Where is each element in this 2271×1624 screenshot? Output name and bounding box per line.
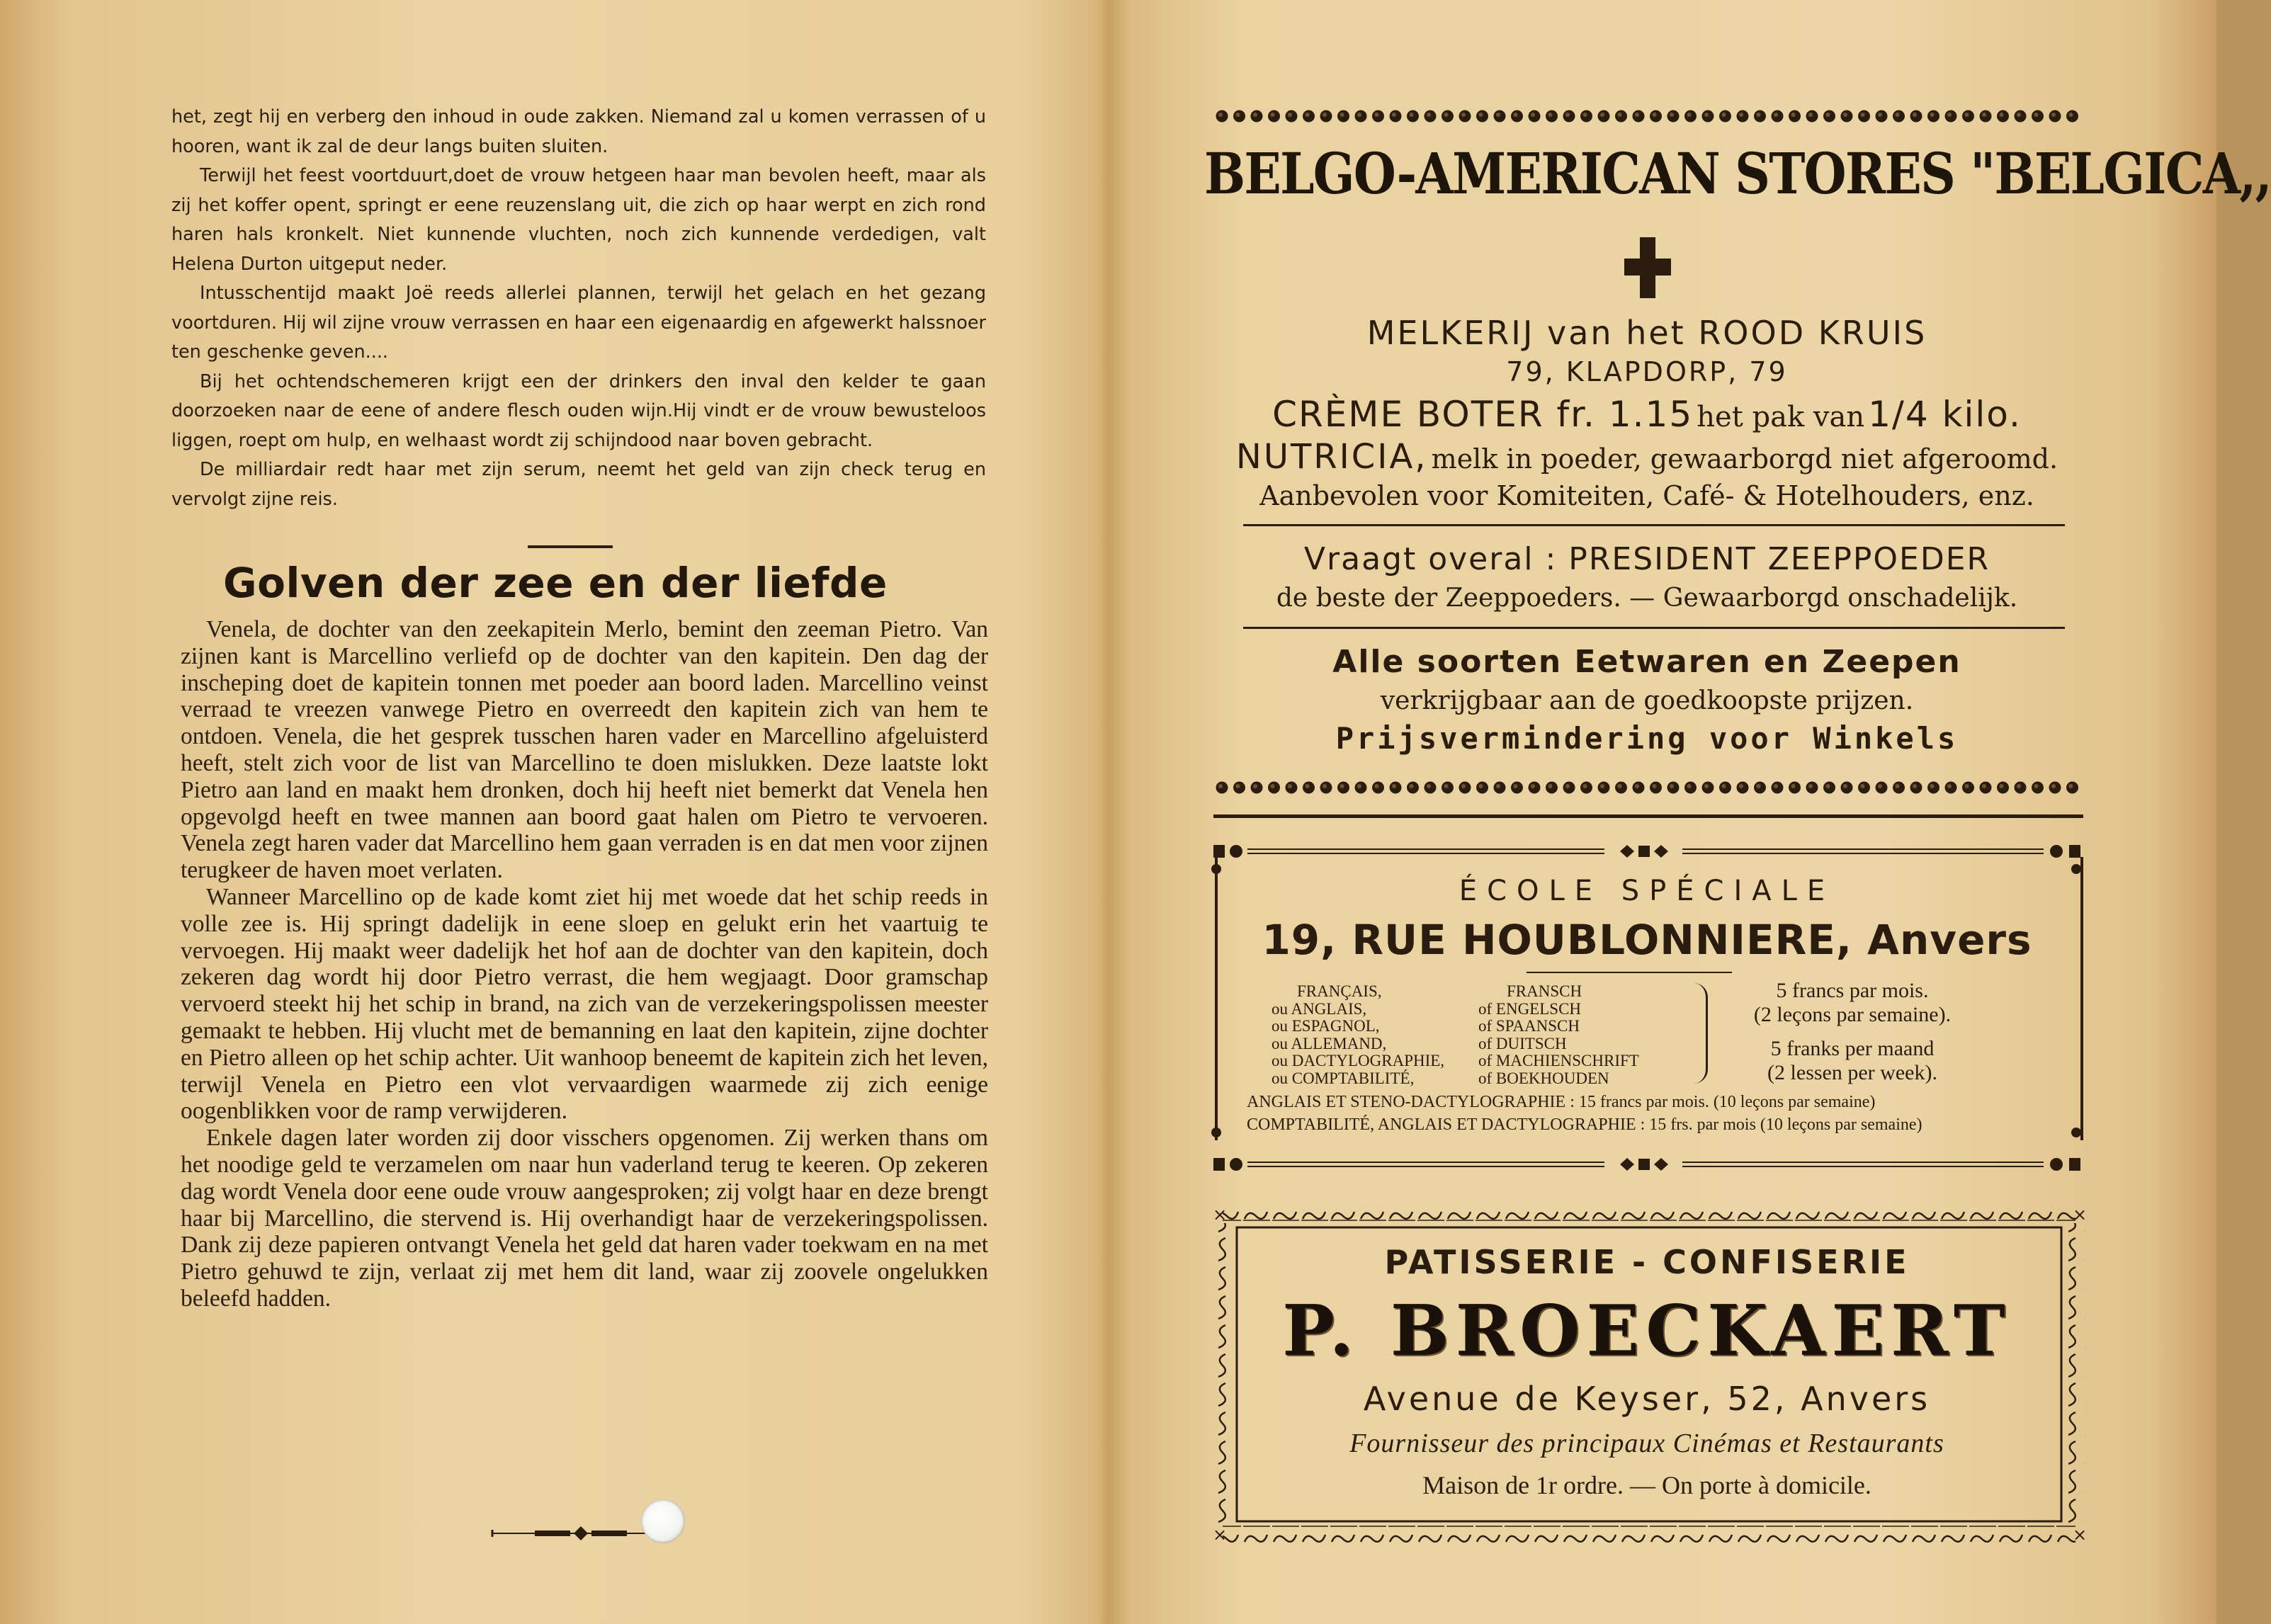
list-item: ou ANGLAIS, bbox=[1272, 999, 1367, 1018]
svg-text:×: × bbox=[2073, 1205, 2088, 1225]
list-item: ou ALLEMAND, bbox=[1272, 1034, 1387, 1052]
punch-hole bbox=[641, 1499, 685, 1543]
corner-dot-icon bbox=[2071, 1128, 2081, 1137]
dotted-border-top-icon bbox=[1213, 108, 2083, 125]
svg-text:×: × bbox=[1213, 1525, 1228, 1545]
list-item: of ENGELSCH bbox=[1478, 999, 1582, 1018]
paragraph: Intusschentijd maakt Joë reeds allerlei plannen, terwijl het gelach en het gezang voortduren. Hij wil zijne vrouw verrassen en haar een eigenaardig en afgewerkt halssnoer ten geschenke geven.... bbox=[171, 283, 986, 363]
corner-dot-icon bbox=[1211, 1128, 1221, 1137]
paragraph: Venela, de dochter van den zeekapitein Merlo, bemint den zeeman Pietro. Van zijnen kant is Marcellino verliefd op de dochter van den kapitein. Den dag der inscheping doet de kapitein tonnen met poeder aan boord laden. Marcellino veinst verraad te vreezen vanwege Pietro en overreedt den kapitein zich van hem te ontdoen. Venela, die het gesprek tusschen haren vader en Marcellino afgeluisterd heeft, stelt zich voor de list van Marcellino te doen mislukken. Deze laatste lokt Pietro aan land en maakt hem dronken, doch hij heeft niet bemerkt dat Venela hen opgevolgd heeft en twee mannen aan boord gaat halen om Pietro te vervoeren. Venela zegt haren vader dat Marcellino hem gaan verraden is en dat men voor zijnen terugkeer de haven moet verlaten. bbox=[181, 616, 988, 884]
paragraph: De milliardair redt haar met zijn serum, neemt het geld van zijn check terug en vervolgt zijne reis. bbox=[171, 459, 986, 510]
butter-price: CRÈME BOTER fr. 1.15 bbox=[1272, 394, 1694, 435]
prijzen-line: verkrijgbaar aan de goedkoopste prijzen. bbox=[1380, 686, 1914, 715]
divider bbox=[1243, 524, 2065, 526]
section-divider bbox=[528, 545, 613, 548]
dotted-border-bottom-icon bbox=[1213, 779, 2083, 796]
extra-offer: COMPTABILITÉ, ANGLAIS ET DACTYLOGRAPHIE : 15 frs. par mois (10 leçons par semaine) bbox=[1247, 1115, 1922, 1134]
list-item: ou ESPAGNOL, bbox=[1272, 1017, 1380, 1035]
ecole-bottom-border-icon bbox=[1208, 1151, 2086, 1182]
ecole-top-border-icon bbox=[1208, 838, 2086, 869]
paragraph: Terwijl het feest voortduurt,doet de vrouw hetgeen haar man bevolen heeft, maar als zij het koffer opent, springt er eene reuzenslang uit, die zich op haar werpt en zich rond haren hals kronkelt. Niet kunnende vluchten, noch zich kunnende verdedigen, valt Helena Durton uitgeput neder. bbox=[171, 165, 986, 275]
patisserie-supplier: Fournisseur des principaux Cinémas et Restaurants bbox=[1349, 1429, 1944, 1458]
ecole-title: ÉCOLE SPÉCIALE bbox=[1459, 875, 1835, 907]
list-item: of SPAANSCH bbox=[1478, 1017, 1580, 1035]
eetwaren-line: Alle soorten Eetwaren en Zeepen bbox=[1332, 644, 1961, 680]
price-dutch-amount: 5 franks per maand bbox=[1770, 1037, 1935, 1060]
price-dutch-lessons: (2 lessen per week). bbox=[1767, 1061, 1937, 1084]
list-item: ou COMPTABILITÉ, bbox=[1272, 1069, 1415, 1087]
ecole-address: 19, RUE HOUBLONNIERE, Anvers bbox=[1262, 916, 2032, 964]
divider bbox=[1213, 814, 2083, 818]
brace-icon bbox=[1692, 983, 1708, 1084]
president-line: Vraagt overal : PRESIDENT ZEEPPOEDER bbox=[1303, 541, 1990, 577]
paragraph: Enkele dagen later worden zij door visschers opgenomen. Zij werken thans om het noodige geld te verzamelen om naar hun vaderland terug te keeren. Op zekeren dag wordt Venela door eene oude vrouw aangesproken; zij volgt haar en deze brengt haar bij Marcellino, die stervend is. Hij overhandigt haar de verzekeringspolissen. Dank zij deze papieren ontvangt Venela het geld dat haren vader toekwam en na met Pietro gehuwd te zijn, verlaat zij met hem dit land, waar zij zoovele ongelukken beleefd hadden. bbox=[181, 1125, 988, 1312]
list-item: of MACHIENSCHRIFT bbox=[1478, 1052, 1639, 1069]
divider bbox=[1527, 972, 1732, 973]
svg-text:×: × bbox=[1213, 1205, 1228, 1225]
paragraph: het, zegt hij en verberg den inhoud in oude zakken. Niemand zal u komen verrassen of u hooren, want ik zal de deur langs buiten sluiten. bbox=[171, 106, 986, 157]
patisserie-house: Maison de 1r ordre. — On porte à domicile. bbox=[1422, 1471, 1871, 1499]
list-item: FRANSCH bbox=[1507, 982, 1582, 1000]
patisserie-address: Avenue de Keyser, 52, Anvers bbox=[1363, 1380, 1931, 1418]
article-body bbox=[181, 616, 988, 1312]
belgo-american-title: BELGO-AMERICAN STORES "BELGICA,, bbox=[1204, 140, 2271, 207]
french-subjects-list bbox=[1272, 983, 1444, 1087]
butter-pack: het pak van bbox=[1697, 401, 1865, 433]
paragraph: Wanneer Marcellino op de kade komt ziet hij met woede dat het schip reeds in volle zee is. Hij springt dadelijk in eene sloep en gelukt erin het vaartuig te vervoegen. Hij maakt weer dadelijk het hof aan de dochter van den kapitein, doch zekeren dag wordt hij door Pietro verrast, die hem wegjaagt. Door gramschap vervoerd steekt hij het schip in brand, na zich van de verzekeringspolissen meester gemaakt te hebben. Hij vlucht met de bemanning en laat den kapitein, zijne dochter en Pietro alleen op het schip achter. Uit wanhoop beneemt de kapitein zich het leven, terwijl Venela en Pietro een vlot vervaardigen waarmede zij zich eenige oogenblikken voor de ramp verwijderen. bbox=[181, 883, 988, 1125]
price-french bbox=[1721, 979, 1983, 1027]
list-item: of DUITSCH bbox=[1478, 1034, 1567, 1052]
price-french-lessons: (2 leçons par semaine). bbox=[1753, 1003, 1952, 1026]
broeckaert-name: P. BROECKAERT bbox=[1282, 1290, 2012, 1372]
red-cross-icon bbox=[1624, 237, 1671, 301]
recommendation-line: Aanbevolen voor Komiteiten, Café- & Hotelhouders, enz. bbox=[1259, 480, 2034, 511]
price-dutch bbox=[1721, 1037, 1983, 1085]
extra-offer: ANGLAIS ET STENO-DACTYLOGRAPHIE : 15 francs par mois. (10 leçons par semaine) bbox=[1247, 1093, 1876, 1111]
nutricia-desc: melk in poeder, gewaarborgd niet afgeroomd. bbox=[1431, 443, 2058, 475]
divider bbox=[1243, 627, 2065, 629]
address-line: 79, KLAPDORP, 79 bbox=[1506, 356, 1788, 387]
story-continuation bbox=[171, 103, 986, 514]
butter-weight: 1/4 kilo. bbox=[1868, 394, 2022, 435]
prijsvermindering-line: Prijsvermindering voor Winkels bbox=[1335, 721, 1959, 756]
melkerij-line: MELKERIJ van het ROOD KRUIS bbox=[1366, 314, 1927, 352]
patisserie-heading: PATISSERIE - CONFISERIE bbox=[1384, 1243, 1910, 1281]
dutch-subjects-list bbox=[1478, 983, 1639, 1087]
list-item: of BOEKHOUDEN bbox=[1478, 1069, 1609, 1087]
price-french-amount: 5 francs par mois. bbox=[1776, 979, 1929, 1002]
svg-text:×: × bbox=[2073, 1525, 2088, 1545]
nutricia-name: NUTRICIA, bbox=[1235, 437, 1428, 477]
list-item: FRANÇAIS, bbox=[1297, 982, 1382, 1000]
zeep-desc-line: de beste der Zeeppoeders. — Gewaarborgd onschadelijk. bbox=[1276, 584, 2018, 613]
article-title: Golven der zee en der liefde bbox=[223, 559, 888, 607]
paragraph: Bij het ochtendschemeren krijgt een der drinkers den inval den kelder te gaan doorzoeken naar de eene of andere flesch ouden wijn.Hij vindt er de vrouw bewusteloos liggen, roept om hulp, en welhaast wordt zij schijndood naar boven gebracht. bbox=[171, 370, 986, 451]
list-item: ou DACTYLOGRAPHIE, bbox=[1272, 1052, 1445, 1069]
ecole-extra-offers bbox=[1247, 1091, 2083, 1136]
